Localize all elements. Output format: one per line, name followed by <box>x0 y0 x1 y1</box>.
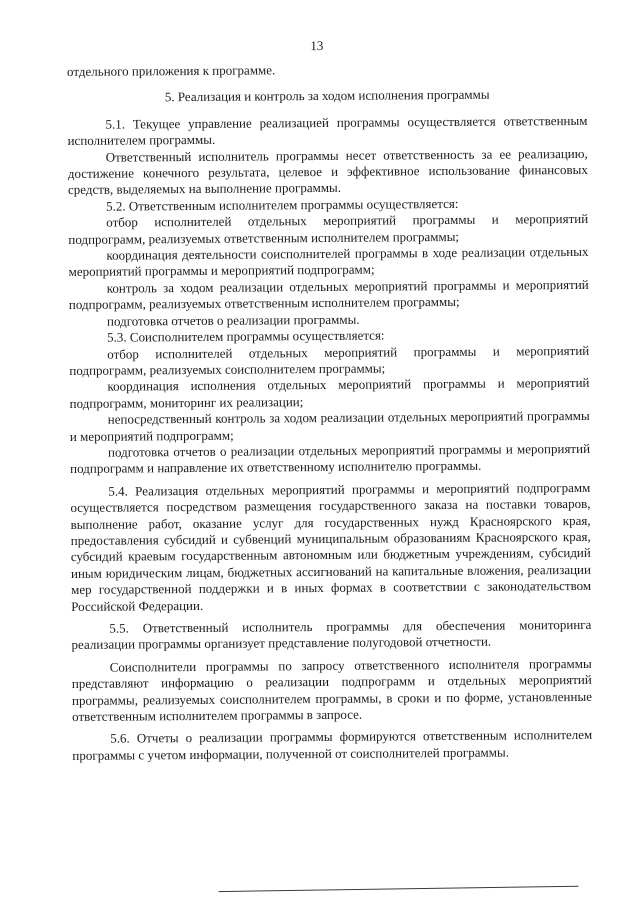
paragraph-5-4: 5.4. Реализация отдельных мероприятий программы и мероприятий подпрограмм осуществляется посредством размещения государственного заказа на поставки товаров, выполнение работ, оказание услуг для государственных нужд Красноярского края, предоставления субсидий и субвенций муниципальным образованиям Красноярского края, субсидий краевым государственным автономным или бюджетным учреждениям, субсидий иным юридическим лицам, бюджетных ассигнований на капитальные вложения, реализации мер государственной поддержки и в иных формах в соответствии с законодательством Российской Федерации. <box>70 479 592 614</box>
list-item-coexec-selection: отбор исполнителей отдельных мероприятий программы и мероприятий подпрограмм, реализуемых соисполнителем программы; <box>69 342 590 378</box>
intro-line: отдельного приложения к программе. <box>66 62 276 79</box>
list-item-coexec-control: непосредственный контроль за ходом реализации отдельных мероприятий программы и мероприятий подпрограмм; <box>69 408 590 444</box>
list-item-selection: отбор исполнителей отдельных мероприятий программы и мероприятий подпрограмм, реализуемых ответственным исполнителем программы; <box>68 211 589 247</box>
paragraph-5-3: 5.3. Соисполнителем программы осуществляется: <box>107 327 385 345</box>
paragraph-coexec-info: Соисполнители программы по запросу ответственного исполнителя программы представляют информацию о реализации подпрограмм и отдельных мероприятий программы, реализуемых соисполнителем программы, в сроки и по форме, установленные ответственным исполнителем программы в запросе. <box>71 655 592 724</box>
paragraph-5-6: 5.6. Отчеты о реализации программы формируются ответственным исполнителем программы с учетом информации, полученной от соисполнителей программы. <box>72 727 593 763</box>
paragraph-5-2: 5.2. Ответственным исполнителем программы осуществляется: <box>106 195 459 214</box>
paragraph-5-5: 5.5. Ответственный исполнитель программы для обеспечения мониторинга реализации программы организует представление полугодовой отчетности. <box>71 616 592 653</box>
list-item-reports: подготовка отчетов о реализации программы. <box>106 311 360 329</box>
document-body <box>67 60 592 764</box>
footer-rule <box>218 886 578 892</box>
list-item-coexec-reports: подготовка отчетов о реализации отдельных мероприятий программы и мероприятий подпрограмм и направление их ответственному исполнителю программы. <box>70 440 591 477</box>
list-item-coexec-coordination: координация исполнения отдельных мероприятий программы и мероприятий подпрограмм, мониторинг их реализации; <box>69 375 590 411</box>
page-number: 13 <box>310 37 324 54</box>
paragraph-5-1: 5.1. Текущее управление реализацией программы осуществляется ответственным исполнителем программы. <box>67 112 588 149</box>
paragraph-responsibility: Ответственный исполнитель программы несет ответственность за ее реализацию, достижение конечного результата, целевое и эффективное использование финансовых средств, выделяемых на выполнение программы. <box>67 145 588 198</box>
list-item-control: контроль за ходом реализации отдельных мероприятий программы и мероприятий подпрограмм, реализуемых ответственным исполнителем программы; <box>68 276 589 313</box>
section-heading: 5. Реализация и контроль за ходом исполнения программы <box>164 87 490 105</box>
list-item-coordination: координация деятельности соисполнителей программы в ходе реализации отдельных мероприятий программы и мероприятий подпрограмм; <box>68 243 589 280</box>
